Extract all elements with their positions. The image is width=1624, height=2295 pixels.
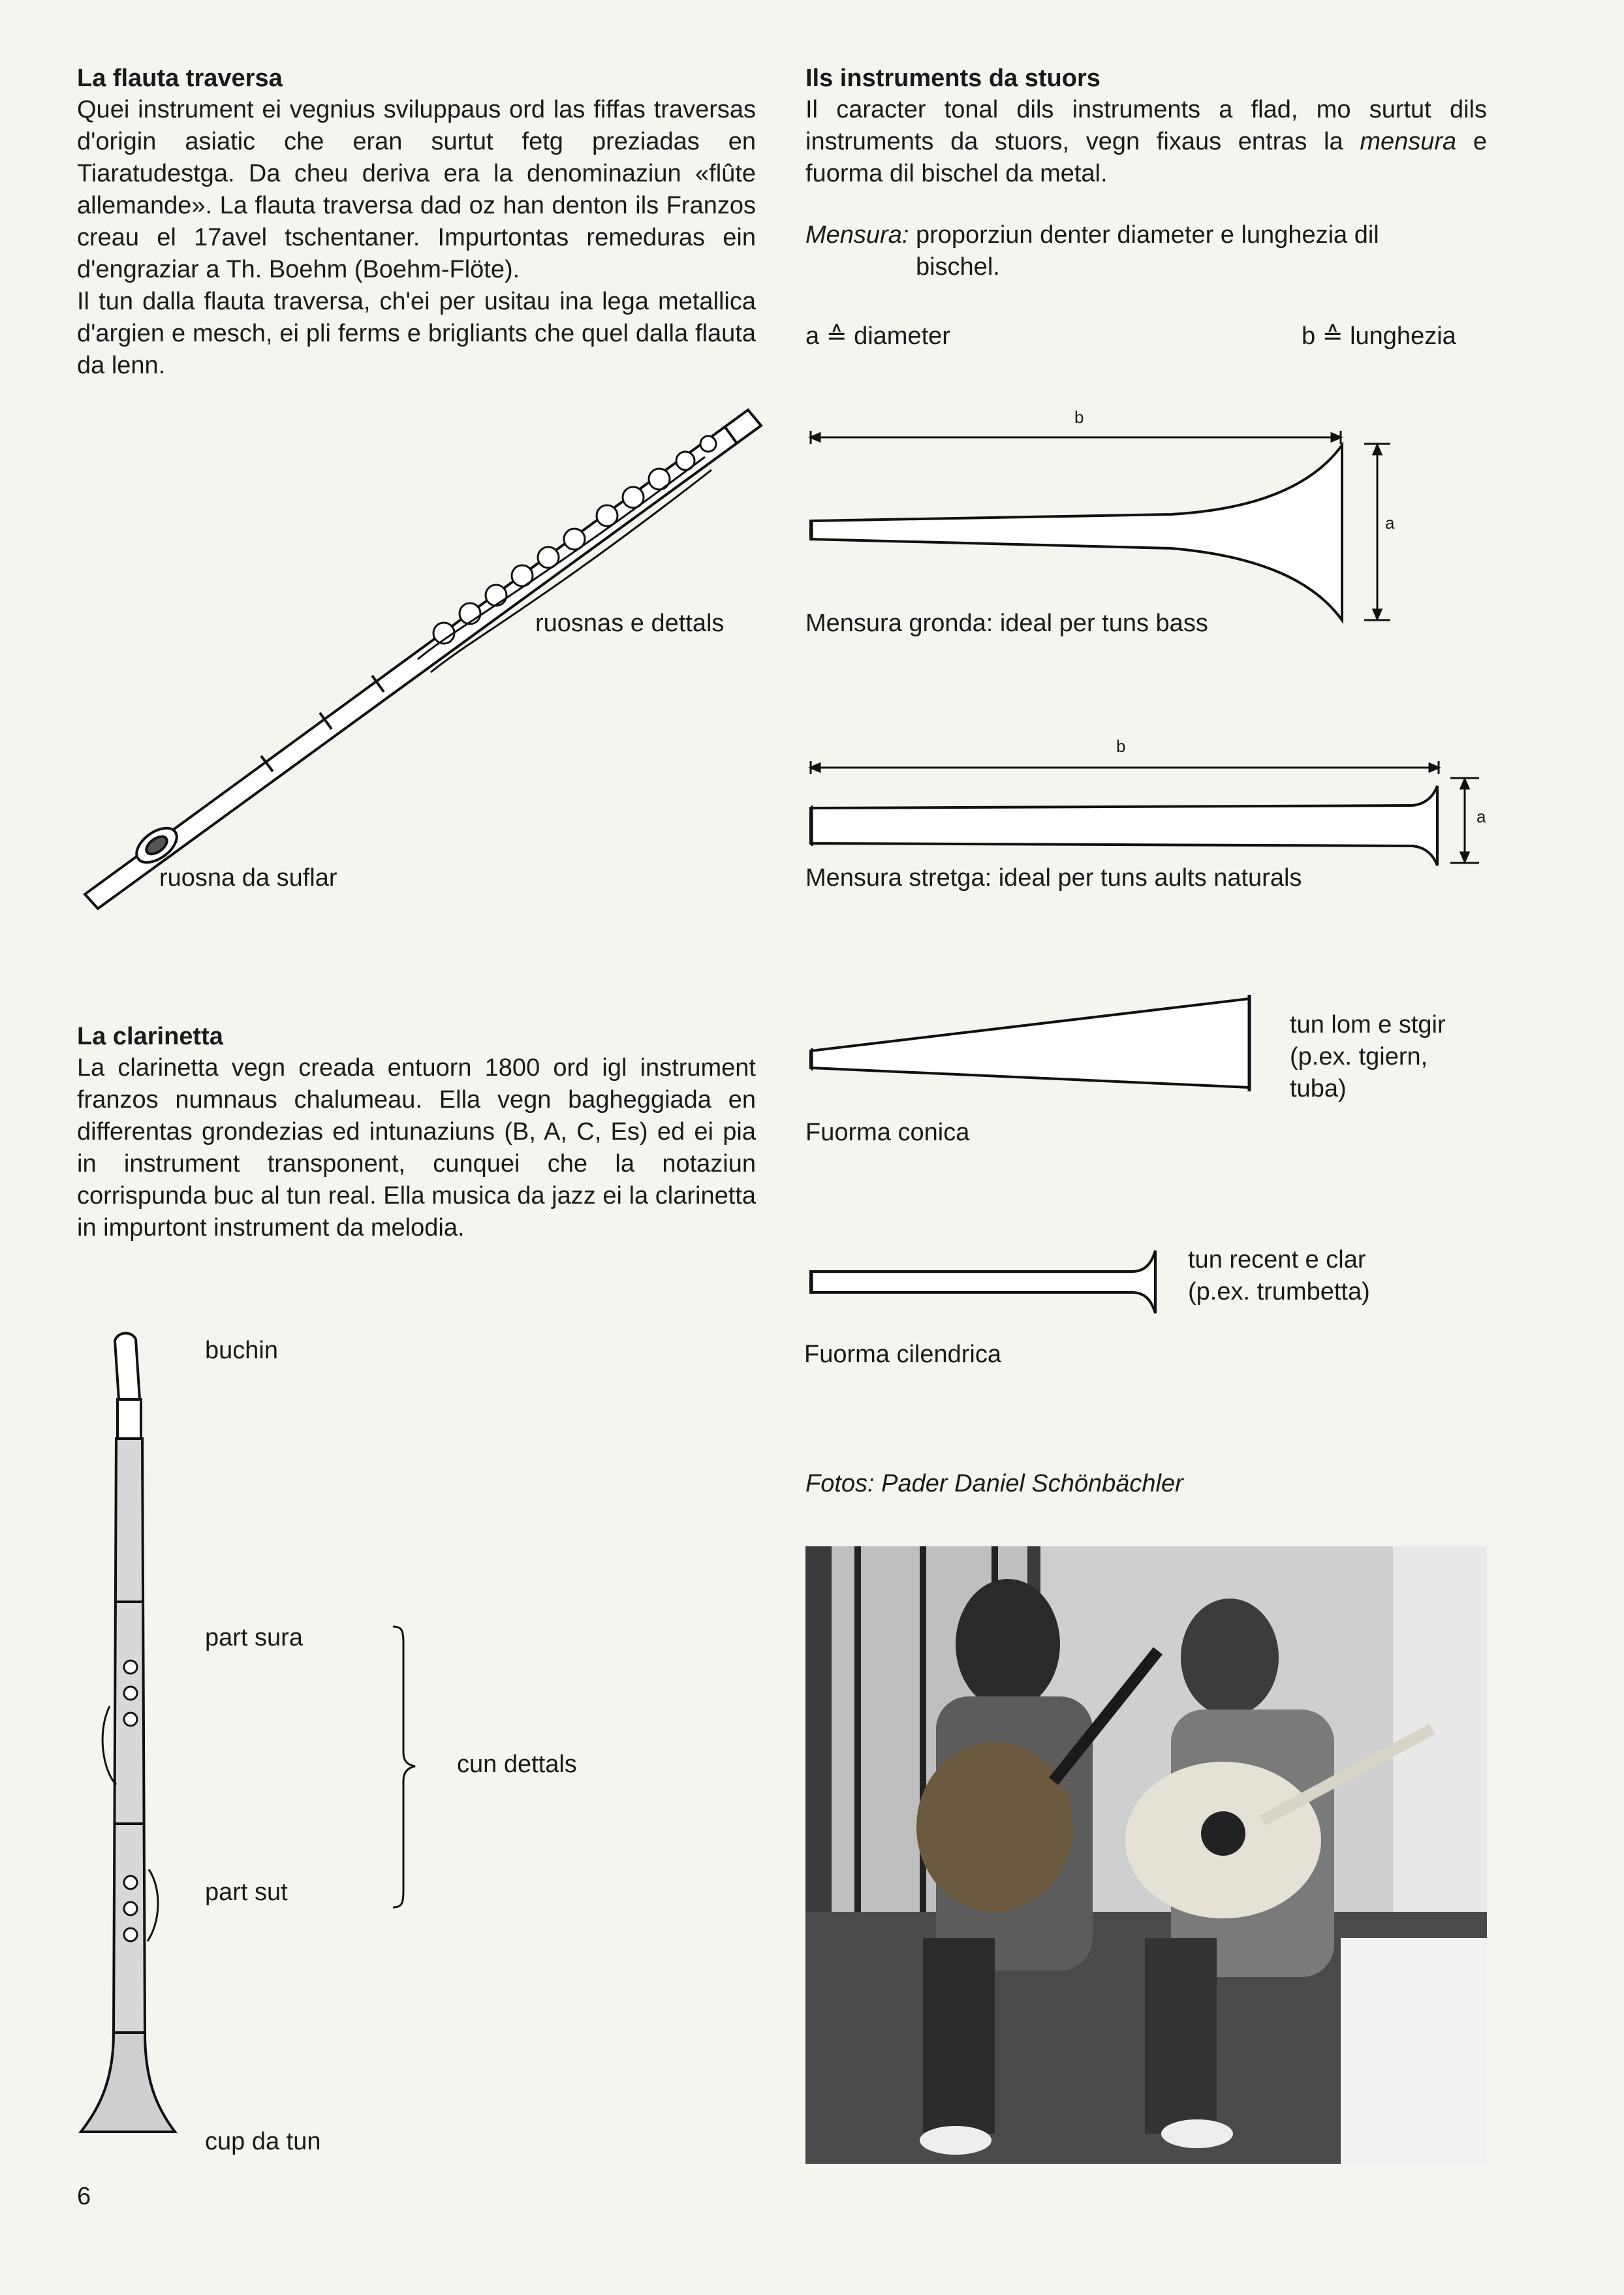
flute-paragraph-2: Il tun dalla flauta traversa, ch'ei per usitau ina lega metallica d'argien e mesch, ei pli ferms e brigliants che quel dalla flauta da lenn. [77, 288, 756, 379]
flute-label-keys: ruosnas e dettals [535, 610, 725, 637]
clarinet-label-details: cun dettals [457, 1751, 577, 1778]
clarinet-section [77, 1021, 756, 1244]
flute-illustration [65, 379, 783, 901]
conical-form-caption: Fuorma conica [805, 1119, 970, 1146]
clarinet-label-upper: part sura [205, 1624, 303, 1651]
page-number: 6 [77, 2183, 91, 2210]
wide-mensura-diagram [805, 411, 1537, 620]
mensura-term-inline: mensura [1360, 128, 1457, 155]
clarinet-label-lower: part sut [205, 1879, 288, 1906]
brass-intro: Il caracter tonal dils instruments a flad, mo surtut dils instruments da stuors, vegn fixaus entras la mensura e fuorma dil bischel da metal. [805, 96, 1487, 187]
clarinet-label-bell: cup da tun [205, 2128, 321, 2155]
clarinet-illustration [77, 1328, 181, 2150]
clarinet-heading: La clarinetta [77, 1023, 223, 1050]
narrow-mensura-diagram [805, 738, 1537, 868]
conical-form-description: tun lom e stgir (p.ex. tgiern, tuba) [1290, 1011, 1446, 1102]
brass-section [805, 63, 1487, 190]
clarinet-label-mouthpiece: buchin [205, 1337, 278, 1364]
clarinet-paragraph: La clarinetta vegn creada entuorn 1800 ord igl instrument franzos numnaus chalumeau. Ella vegn bagheggiada en differentas grondezias ed intunaziuns (B, A, C, Es) ed ei pia in instrument transponent, cunquei che la notaziun corrispunda buc al tun real. Ella musica da jazz ei la clarinetta in impurtont instrument da melodia. [77, 1054, 756, 1241]
cylindrical-form-caption: Fuorma cilendrica [804, 1341, 1001, 1368]
wide-dimension-b: b [1074, 407, 1084, 427]
clarinet-brace [389, 1624, 422, 1911]
mensura-definition [805, 219, 1487, 283]
narrow-dimension-a: a [1476, 807, 1486, 826]
flute-paragraph-1: Quei instrument ei vegnius sviluppaus ord las fiffas traversas d'origin asiatic che eran surtut fetg preziadas en Tiaratudestga. Da cheu deriva era la denominaziun «flûte allemande». La flauta traversa dad oz han denton ils Franzos creau el 17avel tschentaner. Impurtontas remeduras ein d'engraziar a Th. Boehm (Boehm-Flöte). [77, 96, 756, 283]
mensura-definition-text: proporziun denter diameter e lunghezia dil bischel. [915, 221, 1379, 281]
photo-credit: Fotos: Pader Daniel Schönbächler [805, 1470, 1183, 1497]
flute-heading: La flauta traversa [77, 65, 283, 92]
flute-label-mouthhole: ruosna da suflar [159, 864, 337, 892]
mensura-definition-term: Mensura: [805, 221, 909, 249]
wide-dimension-a: a [1385, 513, 1395, 533]
legend-b: b ≙ lunghezia [1302, 322, 1456, 350]
narrow-mensura-caption: Mensura stretga: ideal per tuns aults naturals [805, 864, 1302, 892]
brass-heading: Ils instruments da stuors [805, 65, 1101, 92]
cylindrical-form-diagram [805, 1238, 1197, 1329]
wide-mensura-caption: Mensura gronda: ideal per tuns bass [805, 610, 1208, 637]
conical-form-diagram [805, 991, 1262, 1095]
cylindrical-form-description: tun recent e clar (p.ex. trumbetta) [1188, 1246, 1370, 1305]
guitar-players-photo [805, 1546, 1487, 2164]
flute-section [77, 63, 756, 382]
legend-a: a ≙ diameter [805, 322, 950, 350]
narrow-dimension-b: b [1116, 736, 1126, 756]
